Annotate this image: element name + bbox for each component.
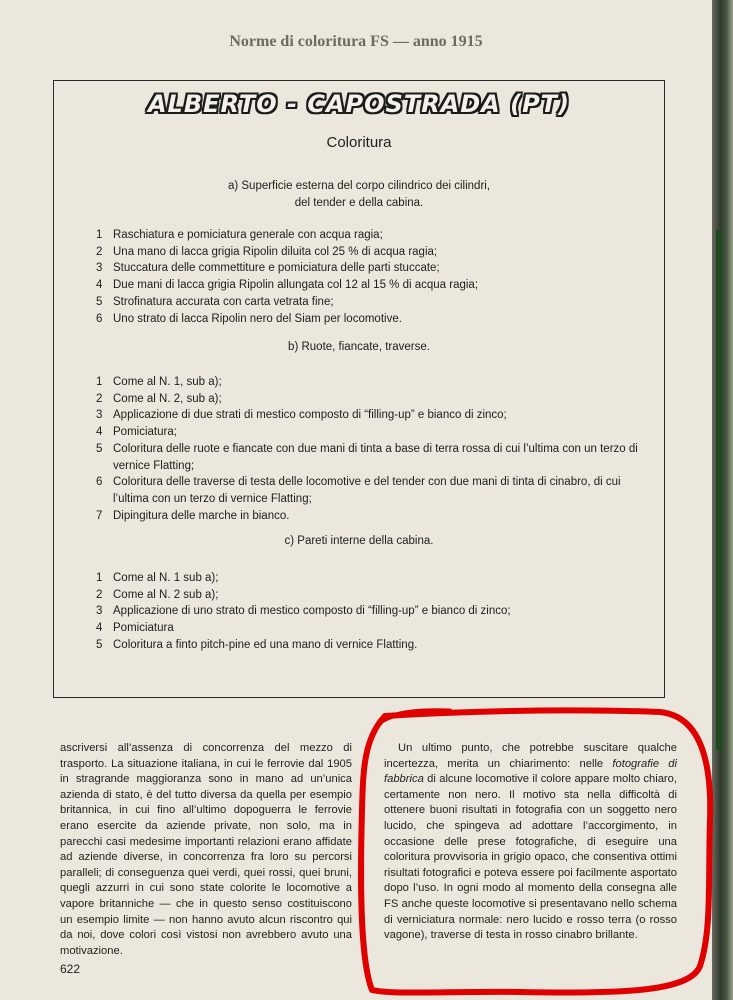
section-b-heading: b) Ruote, fiancate, traverse. xyxy=(288,341,430,353)
right-column-text xyxy=(384,741,677,944)
list-item xyxy=(96,260,656,277)
item-text: Applicazione di due strati di mestico composto di “filling-up” e bianco di zinco; xyxy=(113,409,507,422)
section-b-list xyxy=(96,374,656,524)
list-item xyxy=(96,570,656,587)
item-number: 6 xyxy=(96,312,103,325)
item-text: Una mano di lacca grigia Ripolin diluita col 25 % di acqua ragia; xyxy=(113,245,438,258)
item-text: Coloritura a finto pitch-pine ed una mano di vernice Flatting. xyxy=(113,638,418,651)
section-c-list xyxy=(96,570,656,654)
item-number: 5 xyxy=(96,295,103,308)
box-title: Coloritura xyxy=(326,134,392,151)
list-item xyxy=(96,603,656,620)
item-text: Coloritura delle ruote e fiancate con due mani di tinta a base di terra rossa di cui l’ultima con un terzo di vernice Flatting; xyxy=(113,442,638,472)
item-text: Come al N. 2, sub a); xyxy=(113,392,222,405)
list-item xyxy=(96,587,656,604)
list-item xyxy=(96,407,656,424)
list-item xyxy=(96,508,656,525)
item-text: Dipingitura delle marche in bianco. xyxy=(113,509,290,522)
item-text: Due mani di lacca grigia Ripolin allungata col 12 al 15 % di acqua ragia; xyxy=(113,279,479,292)
coloritura-table-box xyxy=(53,80,665,698)
list-item xyxy=(96,391,656,408)
item-number: 3 xyxy=(96,605,103,618)
list-item xyxy=(96,424,656,441)
section-a-heading xyxy=(54,178,664,212)
item-number: 4 xyxy=(96,426,103,439)
right-text-part1: Un ultimo punto, che potrebbe suscitare qualche incertezza, merita un chiarimento: nelle xyxy=(384,742,677,770)
item-number: 1 xyxy=(96,376,103,388)
item-text: Uno strato di lacca Ripolin nero del Siam per locomotive. xyxy=(113,312,402,325)
page-number: 622 xyxy=(60,962,81,976)
item-number: 2 xyxy=(96,588,103,601)
list-item xyxy=(96,244,656,261)
list-item xyxy=(96,637,656,654)
item-text: Pomiciatura; xyxy=(113,426,177,439)
list-item xyxy=(96,620,656,637)
item-number: 7 xyxy=(96,509,103,522)
owner-stamp: ALBERTO - CAPOSTRADA (PT) xyxy=(147,90,571,118)
spine-stripe xyxy=(716,230,722,750)
right-text-italic: fotografie di fabbrica xyxy=(384,757,677,786)
item-text: Come al N. 1 sub a); xyxy=(113,572,219,584)
item-number: 1 xyxy=(96,229,103,241)
item-text: Coloritura delle traverse di testa delle locomotive e del tender con due mani di tinta di cinabro, di cui l’ultima con un terzo di vernice Flatting; xyxy=(113,476,621,505)
list-item xyxy=(96,277,656,294)
list-item xyxy=(96,474,656,507)
list-item xyxy=(96,311,656,328)
list-item xyxy=(96,374,656,391)
section-c-heading: c) Pareti interne della cabina. xyxy=(284,535,434,547)
list-item xyxy=(96,227,656,244)
item-text: Come al N. 1, sub a); xyxy=(113,376,222,388)
item-text: Come al N. 2 sub a); xyxy=(113,588,219,601)
item-text: Pomiciatura xyxy=(113,622,174,635)
item-number: 5 xyxy=(96,638,103,651)
list-item xyxy=(96,441,656,474)
item-number: 3 xyxy=(96,262,103,275)
item-number: 2 xyxy=(96,245,103,258)
item-number: 3 xyxy=(96,409,103,422)
item-number: 4 xyxy=(96,279,103,292)
item-text: Applicazione di uno strato di mestico composto di “filling-up” e bianco di zinco; xyxy=(113,605,511,618)
right-text-part2: di alcune locomotive il colore appare molto chiaro, certamente non nero. Il motivo sta nella difficoltà di ottenere buoni risultati in fotografia con un soggetto nero lucido, che spingeva ad adottare l’accorgimento, in occasione delle prese fotografiche, di eseguire una coloritura provvisoria in grigio opaco, che consentiva ottimi risultati fotografici e poteva essere poi facilmente asportato dopo l’uso. In ogni modo al momento della consegna alle FS anche queste locomotive si presentavano nello schema di verniciatura normale: nero lucido e rosso terra (o rosso vagone), traverse di testa in rosso cinabro brillante. xyxy=(384,773,677,942)
list-item xyxy=(96,294,656,311)
item-text: Raschiatura e pomiciatura generale con acqua ragia; xyxy=(113,229,383,241)
item-number: 4 xyxy=(96,622,103,635)
item-number: 6 xyxy=(96,476,103,489)
section-a-heading-line2: del tender e della cabina. xyxy=(294,197,424,209)
left-column-text: ascriversi all’assenza di concorrenza del mezzo di trasporto. La situazione italiana, in cui le ferrovie dal 1905 in stragrande maggioranza sono in mano ad un’unica azienda di stato, è del tutto diversa da quella per esempio britannica, in cui fino all’ultimo dopoguerra le ferrovie erano esercite da aziende private, non solo, ma in parecchi casi medesime importanti relazioni erano affidate ad aziende diverse, in concorrenza fra loro su percorsi paralleli; di conseguenza quei verdi, quei rossi, quei bruni, quegli azzurri in cui sono state colorite le locomotive a vapore britanniche — che in questo senso costituiscono un esempio limite — non hanno avuto alcun riscontro qui da noi, dove colori così vistosi non avrebbero avuto una motivazione. xyxy=(60,742,352,957)
item-number: 1 xyxy=(96,572,103,584)
running-head: Norme di coloritura FS — anno 1915 xyxy=(229,33,483,50)
item-text: Strofinatura accurata con carta vetrata fine; xyxy=(113,295,334,308)
item-text: Stuccatura delle commettiture e pomiciatura delle parti stuccate; xyxy=(113,262,440,275)
item-number: 2 xyxy=(96,392,103,405)
section-a-list xyxy=(96,227,656,327)
item-number: 5 xyxy=(96,442,103,455)
section-a-heading-line1: a) Superficie esterna del corpo cilindrico dei cilindri, xyxy=(227,180,491,192)
